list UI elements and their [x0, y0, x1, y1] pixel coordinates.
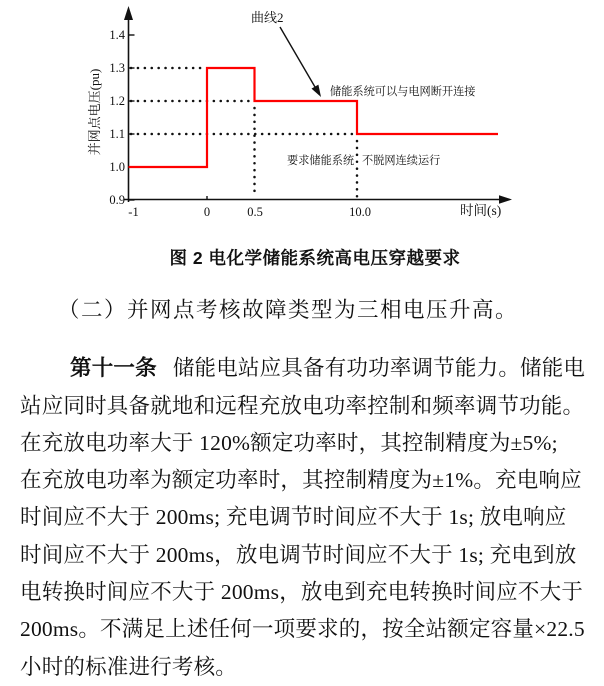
x-tick-labels — [128, 205, 371, 219]
body-line: 200ms。不满足上述任何一项要求的，按全站额定容量×22.5 — [20, 617, 585, 642]
figure-chart — [0, 0, 604, 234]
x-tick-label: 0.5 — [247, 205, 263, 219]
paragraph-article-11-line — [20, 350, 586, 387]
paragraph-clause-two: （二）并网点考核故障类型为三相电压升高。 — [58, 297, 519, 322]
dotted-guides — [129, 35, 358, 200]
body-line: 电转换时间应不大于 200ms，放电到充电转换时间应不大于 — [20, 580, 584, 605]
voltage-ride-through-chart — [0, 0, 604, 234]
article-number: 第十一条 — [70, 356, 157, 381]
y-axis-arrow-icon — [124, 6, 133, 20]
lower-annotation-right: 不脱网连续运行 — [362, 155, 441, 167]
y-tick-label: 1.0 — [109, 160, 125, 174]
x-tick-label: -1 — [128, 205, 139, 219]
x-axis-title: 时间(s) — [460, 203, 502, 218]
document-body — [0, 292, 604, 686]
body-line: 时间应不大于 200ms，放电调节时间应不大于 1s; 充电到放 — [20, 542, 577, 567]
body-line: 储能电站应具备有功功率调节能力。储能电 — [172, 356, 586, 381]
curve-annotation-arrow — [280, 27, 321, 97]
body-line: 站应同时具备就地和远程充放电功率控制和频率调节功能。 — [20, 393, 585, 418]
y-tick-labels — [109, 28, 125, 207]
y-axis-title: 并网点电压(pu) — [87, 68, 102, 156]
body-line: 时间应不大于 200ms; 充电调节时间应不大于 1s; 放电响应 — [20, 505, 567, 530]
body-line: 小时的标准进行考核。 — [20, 654, 238, 679]
y-tick-label: 1.2 — [109, 94, 125, 108]
x-tick-label: 10.0 — [349, 205, 371, 219]
lower-annotation-left: 要求储能系统 — [287, 155, 355, 167]
upper-annotation: 储能系统可以与电网断开连接 — [330, 86, 476, 98]
y-tick-label: 1.3 — [109, 61, 125, 75]
y-tick-label: 1.4 — [109, 28, 125, 42]
curve-label: 曲线2 — [251, 10, 284, 25]
y-tick-label: 0.9 — [109, 193, 125, 207]
y-tick-label: 1.1 — [109, 127, 125, 141]
x-tick-label: 0 — [203, 205, 211, 219]
body-line: 在充放电功率大于 120%额定功率时，其控制精度为±5%; — [20, 430, 558, 455]
body-line: 在充放电功率为额定功率时，其控制精度为±1%。充电响应 — [20, 468, 582, 493]
figure-caption: 图 2 电化学储能系统高电压穿越要求 — [169, 248, 461, 268]
x-axis — [124, 195, 512, 204]
